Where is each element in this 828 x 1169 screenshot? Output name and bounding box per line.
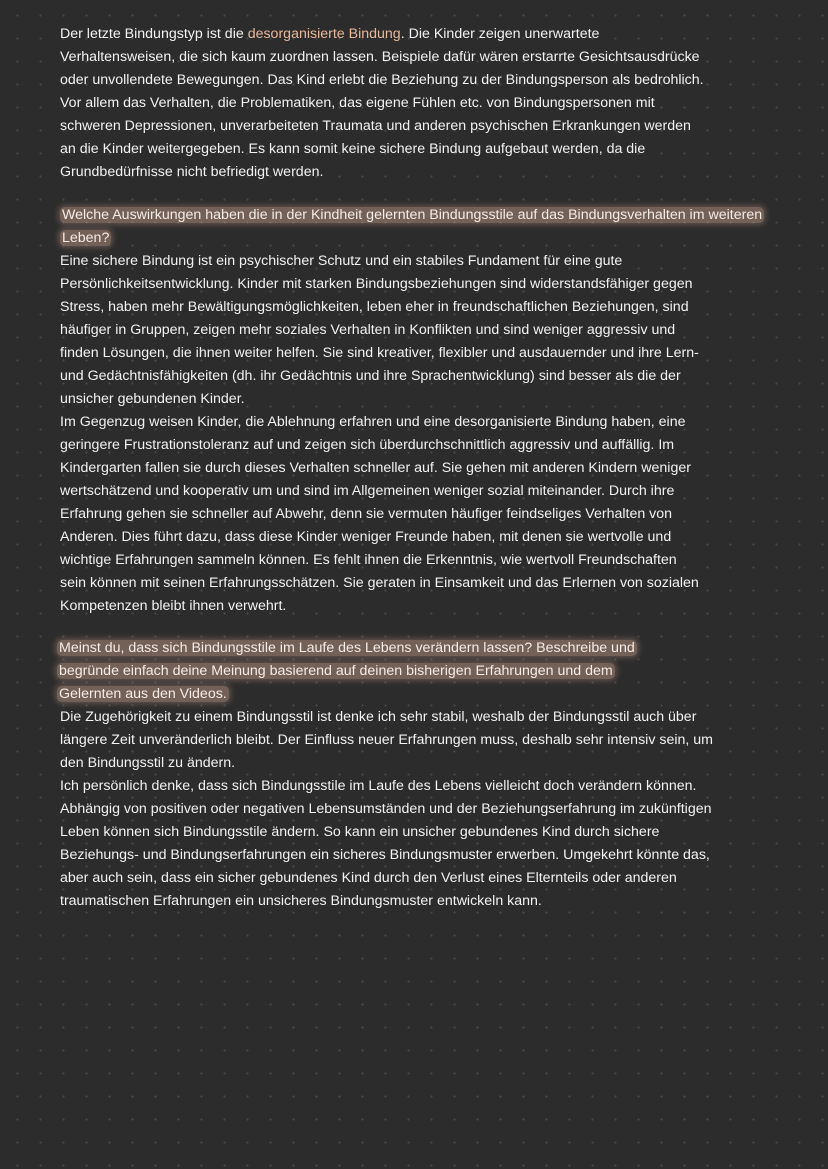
highlighted-term: desorganisierte Bindung: [247, 26, 401, 42]
text-line: Beziehungs- und Bindungserfahrungen ein sicheres Bindungsmuster erwerben. Umgekehrt könnte das,: [60, 847, 710, 863]
question-line: [57, 637, 817, 660]
text-line: Im Gegenzug weisen Kinder, die Ablehnung erfahren und eine desorganisierte Bindung haben, eine: [60, 414, 686, 430]
text-line: Leben können sich Bindungsstile ändern. So kann ein unsicher gebundenes Kind durch sichere: [60, 824, 660, 840]
text-line: oder unvollendete Bewegungen. Das Kind erlebt die Beziehung zu der Bindungsperson als bedrohlich.: [60, 72, 704, 88]
text-line: traumatischen Erfahrungen ein unsicheres Bindungsmuster entwickeln kann.: [60, 893, 542, 909]
text-line: Vor allem das Verhalten, die Problematiken, das eigene Fühlen etc. von Bindungspersonen mit: [60, 95, 655, 111]
text-line: längere Zeit unveränderlich bleibt. Der Einfluss neuer Erfahrungen muss, deshalb sehr intensiv sein, um: [60, 732, 713, 748]
text-line: wichtige Erfahrungen sammeln können. Es fehlt ihnen die Erkenntnis, wie wertvoll Freundschaften: [60, 552, 677, 568]
text-line: aber auch sein, dass ein sicher gebundenes Kind durch den Verlust eines Elternteils oder anderen: [60, 870, 677, 886]
question-line: [57, 660, 817, 683]
text-line: finden Lösungen, die ihnen weiter helfen. Sie sind kreativer, flexibler und ausdauernder und ihre Lern-: [60, 345, 699, 361]
text-line: Abhängig von positiven oder negativen Lebensumständen und der Beziehungserfahrung im zukünftigen: [60, 801, 712, 817]
highlighted-question-text: Meinst du, dass sich Bindungsstile im Laufe des Lebens verändern lassen? Beschreibe und: [59, 640, 635, 656]
text-line: Eine sichere Bindung ist ein psychischer Schutz und ein stabiles Fundament für eine gute: [60, 253, 623, 269]
answer-paragraph-1: [60, 250, 820, 618]
text-line: wertschätzend und kooperativ um und sind im Allgemeinen weniger sozial miteinander. Durch ihre: [60, 483, 675, 499]
text-line: den Bindungsstil zu ändern.: [60, 755, 236, 771]
text-line: Kindergarten fallen sie durch dieses Verhalten schneller auf. Sie gehen mit anderen Kindern weniger: [60, 460, 691, 476]
text-line: und Gedächtnisfähigkeiten (dh. ihr Gedächtnis und ihre Sprachentwicklung) sind besser als die der: [60, 368, 681, 384]
text-line: unsicher gebundenen Kinder.: [60, 391, 245, 407]
text-line: [60, 23, 820, 46]
text-line: Erfahrung gehen sie schneller auf Abwehr, denn sie vermuten häufiger feindseliges Verhalten von: [60, 506, 673, 522]
text-line: Anderen. Dies führt dazu, dass diese Kinder weniger Freunde haben, mit denen sie wertvolle und: [60, 529, 672, 545]
text-line: Ich persönlich denke, dass sich Bindungsstile im Laufe des Lebens vielleicht doch verändern können.: [60, 778, 697, 794]
highlighted-question-text: Welche Auswirkungen haben die in der Kindheit gelernten Bindungsstile auf das Bindungsverhalten im weiteren: [62, 207, 763, 223]
question-line: [60, 204, 822, 227]
question-line: [57, 683, 817, 706]
question-heading-1: [60, 204, 822, 250]
text-line: Stress, haben mehr Bewältigungsmöglichkeiten, leben eher in freundschaftlichen Beziehungen, sind: [60, 299, 689, 315]
question-line: [60, 227, 822, 250]
text-line: Verhaltensweisen, die sich kaum zuordnen lassen. Beispiele dafür wären erstarrte Gesichtsausdrücke: [60, 49, 700, 65]
text-line: geringere Frustrationstoleranz auf und zeigen sich überdurchschnittlich aggressiv und auffällig. Im: [60, 437, 675, 453]
highlighted-question-text: Gelernten aus den Videos.: [59, 686, 227, 702]
highlighted-question-text: begründe einfach deine Meinung basierend auf deinen bisherigen Erfahrungen und dem: [59, 663, 613, 679]
text-line: häufiger in Gruppen, zeigen mehr soziales Verhalten in Konflikten und sind weniger aggressiv und: [60, 322, 676, 338]
text-line: sein können mit seinen Erfahrungsschätzen. Sie geraten in Einsamkeit und das Erlernen von sozialen: [60, 575, 699, 591]
text-segment: . Die Kinder zeigen unerwartete: [400, 26, 600, 42]
text-line: Kompetenzen bleibt ihnen verwehrt.: [60, 598, 287, 614]
text-line: an die Kinder weitergegeben. Es kann somit keine sichere Bindung aufgebaut werden, da die: [60, 141, 646, 157]
text-segment: Der letzte Bindungstyp ist die: [60, 26, 248, 42]
paragraph-desorganisierte-bindung: [60, 23, 820, 184]
question-heading-2: [57, 637, 817, 706]
text-line: Grundbedürfnisse nicht befriedigt werden.: [60, 164, 324, 180]
answer-paragraph-2: [60, 706, 820, 913]
text-line: schweren Depressionen, unverarbeiteten Traumata und anderen psychischen Erkrankungen werden: [60, 118, 691, 134]
text-line: Die Zugehörigkeit zu einem Bindungsstil ist denke ich sehr stabil, weshalb der Bindungsstil auch über: [60, 709, 697, 725]
text-line: Persönlichkeitsentwicklung. Kinder mit starken Bindungsbeziehungen sind widerstandsfähiger gegen: [60, 276, 693, 292]
highlighted-question-text: Leben?: [62, 230, 110, 246]
